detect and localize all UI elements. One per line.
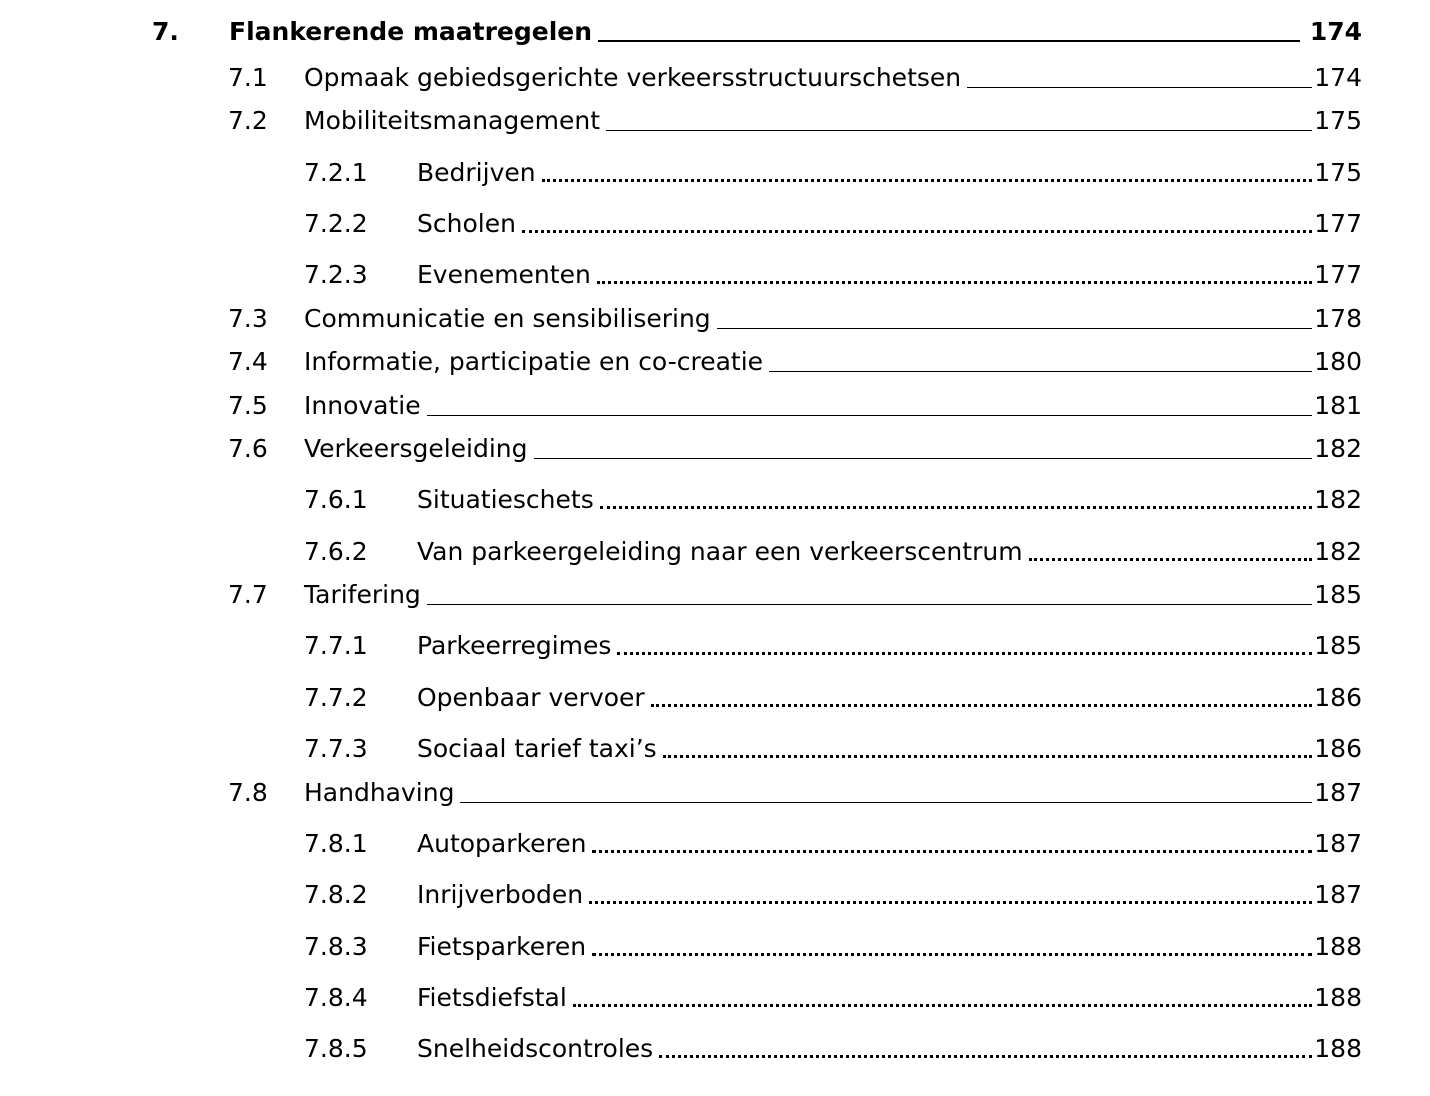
entry-number: 7.4 [228,347,268,376]
chapter-page-number: 174 [1309,17,1362,46]
entry-number: 7.7 [228,580,268,609]
dot-leader [542,179,1313,182]
leader-line [460,802,1312,803]
toc-entry[interactable] [228,304,1362,334]
toc-entry[interactable] [304,537,1362,567]
entry-title: Opmaak gebiedsgerichte verkeersstructuurschetsen [304,63,962,92]
chapter-title: Flankerende maatregelen [229,17,593,46]
toc-entry[interactable] [304,734,1362,764]
dot-leader [651,704,1313,707]
entry-page-number: 182 [1314,485,1362,514]
toc-entry[interactable] [304,1034,1362,1064]
toc-entry[interactable] [304,631,1362,661]
entry-number: 7.5 [228,391,268,420]
entry-title: Evenementen [417,260,591,289]
toc-entry[interactable] [228,106,1362,136]
dot-leader [1029,558,1313,561]
toc-entry[interactable] [304,209,1362,239]
entry-page-number: 178 [1314,304,1362,333]
entry-title: Verkeersgeleiding [304,434,528,463]
dot-leader [600,506,1313,509]
leader-line [427,415,1313,416]
dot-leader [617,652,1312,655]
leader-line [598,40,1300,42]
dot-leader [663,755,1313,758]
leader-line [427,604,1312,605]
entry-number: 7.8.3 [304,932,368,961]
entry-page-number: 188 [1314,932,1362,961]
entry-page-number: 186 [1314,734,1362,763]
entry-page-number: 177 [1314,209,1362,238]
toc-entry[interactable] [228,778,1362,808]
entry-title: Situatieschets [417,485,594,514]
entry-number: 7.8.2 [304,880,368,909]
entry-page-number: 174 [1314,63,1362,92]
entry-title: Inrijverboden [417,880,584,909]
entry-page-number: 186 [1314,683,1362,712]
entry-number: 7.2.2 [304,209,368,238]
entry-title: Bedrijven [417,158,536,187]
leader-line [967,87,1312,88]
leader-line [769,371,1312,372]
entry-number: 7.2.1 [304,158,368,187]
entry-title: Innovatie [304,391,421,420]
chapter-number: 7. [152,17,179,46]
leader-line [606,130,1312,131]
entry-page-number: 188 [1314,983,1362,1012]
entry-title: Tarifering [304,580,421,609]
toc-entry[interactable] [304,260,1362,290]
entry-title: Snelheidscontroles [417,1034,654,1063]
dot-leader [522,230,1312,233]
dot-leader [597,281,1312,284]
entry-number: 7.8.1 [304,829,368,858]
entry-title: Openbaar vervoer [417,683,645,712]
entry-title: Sociaal tarief taxi’s [417,734,657,763]
dot-leader [589,901,1312,904]
entry-number: 7.1 [228,63,268,92]
entry-page-number: 187 [1314,778,1362,807]
entry-number: 7.8 [228,778,268,807]
entry-number: 7.2.3 [304,260,368,289]
entry-title: Communicatie en sensibilisering [304,304,711,333]
toc-entry[interactable] [304,158,1362,188]
dot-leader [573,1004,1312,1007]
entry-page-number: 188 [1314,1034,1362,1063]
entry-number: 7.6.2 [304,537,368,566]
entry-number: 7.7.3 [304,734,368,763]
entry-title: Scholen [417,209,516,238]
entry-title: Mobiliteitsmanagement [304,106,600,135]
entry-page-number: 180 [1314,347,1362,376]
entry-number: 7.8.4 [304,983,368,1012]
entry-title: Fietsdiefstal [417,983,567,1012]
entry-number: 7.7.2 [304,683,368,712]
entry-page-number: 187 [1314,829,1362,858]
entry-number: 7.3 [228,304,268,333]
toc-entry[interactable] [304,485,1362,515]
entry-page-number: 181 [1314,391,1362,420]
entry-title: Handhaving [304,778,455,807]
entry-title: Informatie, participatie en co-creatie [304,347,764,376]
entry-title: Fietsparkeren [417,932,587,961]
entry-title: Parkeerregimes [417,631,612,660]
toc-entry[interactable] [228,580,1362,610]
toc-entry[interactable] [304,683,1362,713]
entry-number: 7.6 [228,434,268,463]
entry-number: 7.2 [228,106,268,135]
entry-page-number: 187 [1314,880,1362,909]
toc-entry[interactable] [304,880,1362,910]
toc-chapter-heading[interactable] [152,17,1362,47]
toc-entry[interactable] [228,63,1362,93]
toc-entry[interactable] [228,434,1362,464]
entry-page-number: 175 [1314,158,1362,187]
entry-page-number: 182 [1314,537,1362,566]
toc-entry[interactable] [304,829,1362,859]
entry-title: Autoparkeren [417,829,587,858]
entry-number: 7.6.1 [304,485,368,514]
entry-number: 7.7.1 [304,631,368,660]
dot-leader [659,1055,1312,1058]
toc-entry[interactable] [228,347,1362,377]
entry-page-number: 185 [1314,631,1362,660]
toc-entry[interactable] [304,983,1362,1013]
dot-leader [592,850,1312,853]
entry-page-number: 175 [1314,106,1362,135]
entry-number: 7.8.5 [304,1034,368,1063]
dot-leader [592,953,1312,956]
entry-title: Van parkeergeleiding naar een verkeerscentrum [417,537,1023,566]
leader-line [534,458,1313,459]
leader-line [717,328,1313,329]
entry-page-number: 182 [1314,434,1362,463]
entry-page-number: 185 [1314,580,1362,609]
entry-page-number: 177 [1314,260,1362,289]
toc-entry[interactable] [304,932,1362,962]
toc-entry[interactable] [228,391,1362,421]
